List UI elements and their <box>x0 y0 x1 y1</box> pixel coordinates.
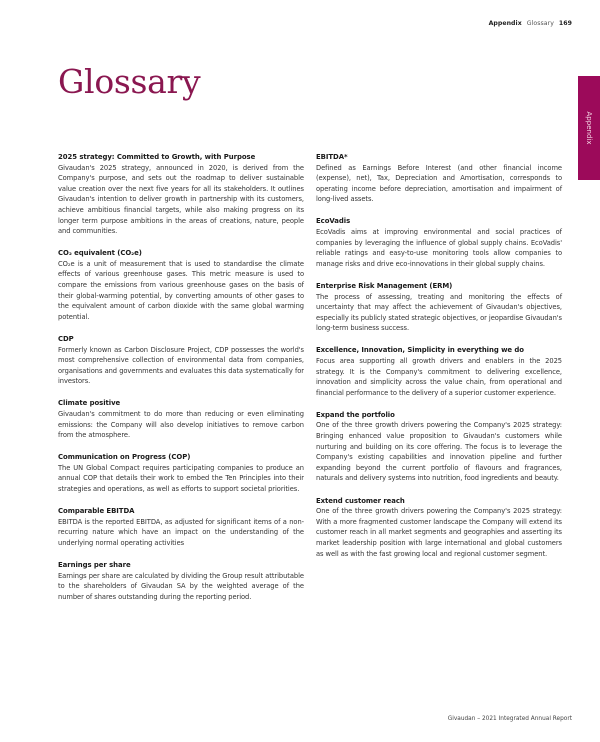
glossary-definition: Defined as Earnings Before Interest (and other financial income (expense), net), Tax, Depreciation and Amortisation, corresponds to operating income before depreciation, amortisation and impairment of long-lived assets. <box>316 163 562 204</box>
glossary-term: Expand the portfolio <box>316 410 395 419</box>
glossary-definition: Givaudan's commitment to do more than reducing or even eliminating emissions: the Company will also develop initiatives to remove carbon from the atmosphere. <box>58 409 304 440</box>
glossary-entry <box>58 560 304 602</box>
page-footer: Givaudan – 2021 Integrated Annual Report <box>447 716 572 722</box>
glossary-entry <box>316 281 562 334</box>
glossary-term: Enterprise Risk Management (ERM) <box>316 281 453 290</box>
glossary-entry <box>58 248 304 322</box>
glossary-entry <box>58 152 304 237</box>
glossary-definition: EcoVadis aims at improving environmental and social practices of companies by leveraging the influence of global supply chains. EcoVadis' reliable ratings and easy-to-use monitoring tools allow companies to manage risks and drive eco-innovations in their global supply chains. <box>316 228 562 268</box>
glossary-definition: One of the three growth drivers powering the Company's 2025 strategy: With a more fragmented customer landscape the Company will extend its customer reach in all market segments and geographies and asserting its market leadership position with large international and global customers as well as with the fast growing local and regional customer segment. <box>316 507 562 558</box>
glossary-entry <box>316 152 562 205</box>
page-number: 169 <box>558 20 572 27</box>
glossary-term: Extend customer reach <box>316 496 405 505</box>
glossary-definition: Givaudan's 2025 strategy, announced in 2020, is derived from the Company's purpose, and sets out the roadmap to deliver sustainable value creation over the next five years for all its stakeholders. It outlines Givaudan's intention to deliver growth in partnership with its customers, achieve ambitious financial targets, while also making progress on its longer term purpose ambitions in the areas of creations, nature, people and communities. <box>58 163 304 236</box>
glossary-definition: Earnings per share are calculated by dividing the Group result attributable to the shareholders of Givaudan SA by the weighted average of the number of shares outstanding during the reporting period. <box>58 571 304 601</box>
glossary-left-column <box>58 152 304 614</box>
glossary-term: Climate positive <box>58 399 121 408</box>
side-tab-label: Appendix <box>585 111 593 145</box>
header-section: Appendix <box>488 20 522 27</box>
glossary-term: EBITDA* <box>316 153 348 161</box>
glossary-definition: The UN Global Compact requires participating companies to produce an annual COP that details their work to embed the Ten Principles into their strategies and operations, as well as efforts to support societal priorities. <box>58 463 304 494</box>
glossary-term: Earnings per share <box>58 561 131 569</box>
glossary-term: Comparable EBITDA <box>58 507 135 516</box>
glossary-definition: One of the three growth drivers powering the Company's 2025 strategy: Bringing enhanced value proposition to Givaudan's customers while nurturing and building on its core offering. The focus is to leverage the Company's existing capabilities and innovation pipeline and further expanding beyond the current portfolio of flavours and fragrances, naturals and delivery systems into nutrition, food ingredients and beauty. <box>316 421 562 483</box>
glossary-term: Communication on Progress (COP) <box>58 453 191 462</box>
page-title: Glossary <box>58 62 201 101</box>
glossary-term: Excellence, Innovation, Simplicity in everything we do <box>316 346 524 355</box>
glossary-entry <box>316 410 562 484</box>
glossary-entry <box>58 506 304 548</box>
glossary-definition: Focus area supporting all growth drivers and enablers in the 2025 strategy. It is the Company's commitment to delivering excellence, innovation and simplicity across the value chain, from operational and financial performance to the delivery of a superior customer experience. <box>316 357 562 397</box>
glossary-entry <box>58 398 304 440</box>
page-header <box>489 20 572 27</box>
header-subsection: Glossary <box>526 20 554 27</box>
glossary-entry <box>316 496 562 560</box>
glossary-entry <box>58 334 304 387</box>
glossary-entry <box>316 216 562 269</box>
appendix-side-tab <box>578 76 600 180</box>
glossary-entry <box>316 345 562 398</box>
glossary-term: 2025 strategy: Committed to Growth, with Purpose <box>58 153 256 161</box>
glossary-definition: The process of assessing, treating and monitoring the effects of uncertainty that may affect the achievement of Givaudan's objectives, especially its publicly stated strategic objectives, or jeopardise Givaudan's long-term business success. <box>316 292 562 333</box>
glossary-term: CDP <box>58 334 74 343</box>
glossary-right-column <box>316 152 562 571</box>
glossary-term: EcoVadis <box>316 217 351 226</box>
glossary-term: CO₂ equivalent (CO₂e) <box>58 249 142 258</box>
glossary-definition: Formerly known as Carbon Disclosure Project, CDP possesses the world's most comprehensive collection of environmental data from companies, organisations and governments and evaluates this data systematically for investors. <box>58 345 304 386</box>
glossary-definition: EBITDA is the reported EBITDA, as adjusted for significant items of a non-recurring nature which have an impact on the understanding of the underlying normal operating activities <box>58 517 304 547</box>
glossary-definition: CO₂e is a unit of measurement that is used to standardise the climate effects of various greenhouse gases. This metric measure is used to compare the emissions from various greenhouse gases on the basis of their global-warming potential, by converting amounts of other gases to the equivalent amount of carbon dioxide with the same global warming potential. <box>58 259 304 321</box>
glossary-entry <box>58 452 304 494</box>
